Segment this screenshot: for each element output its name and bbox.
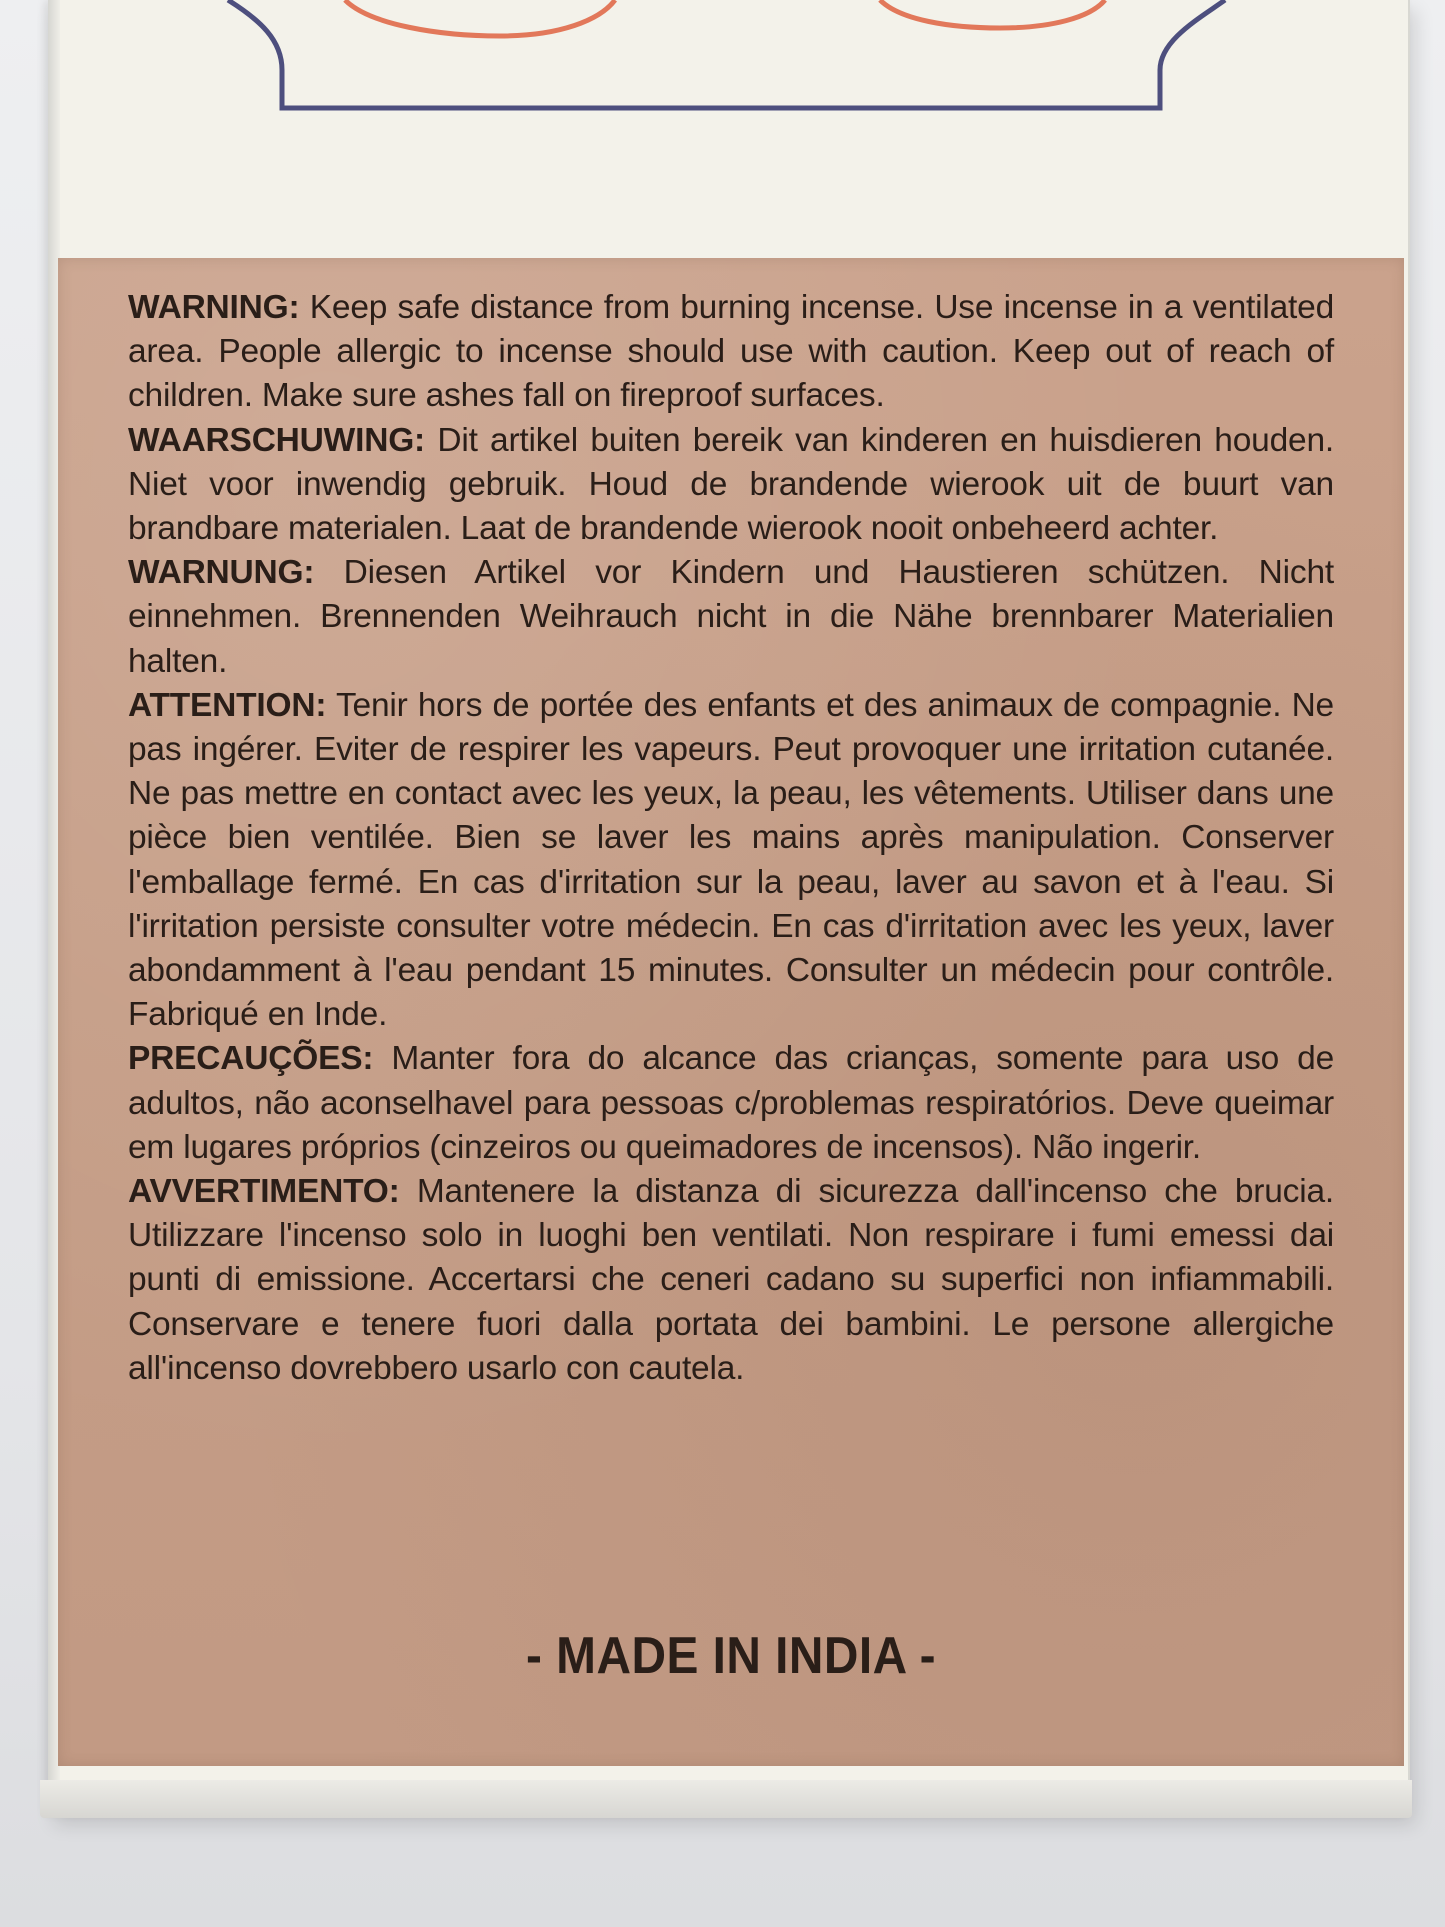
oval-right-decoration: [880, 0, 1105, 28]
warning-it-heading: AVVERTIMENTO:: [128, 1173, 400, 1211]
warning-de-body: Diesen Artikel vor Kindern und Haustieren schützen. Nicht einnehmen. Brennenden Weihrauch nicht in die Nähe brennbarer Materialien halten.: [128, 554, 1334, 680]
made-in-india-label: - MADE IN INDIA -: [525, 1627, 937, 1685]
warning-de-heading: WARNUNG:: [128, 554, 315, 592]
warning-label: [58, 258, 1404, 1766]
warning-text-block: [128, 286, 1334, 1391]
warning-it: [128, 1170, 1334, 1391]
warning-nl-heading: WAARSCHUWING:: [128, 421, 426, 459]
warning-it-body: Mantenere la distanza di sicurezza dall'incenso che brucia. Utilizzare l'incenso solo in luoghi ben ventilati. Non respirare i fumi emessi dai punti di emissione. Accertarsi che ceneri cadano su superfici non infiammabili. Conservare e tenere fuori dalla portata dei bambini. Le persone allergiche all'incenso dovrebbero usarlo con cautela.: [128, 1173, 1334, 1387]
warning-fr-body: Tenir hors de portée des enfants et des animaux de compagnie. Ne pas ingérer. Eviter de respirer les vapeurs. Peut provoquer une irritation cutanée. Ne pas mettre en contact avec les yeux, la peau, les vêtements. Utiliser dans une pièce bien ventilée. Bien se laver les mains après manipulation. Conserver l'emballage fermé. En cas d'irritation sur la peau, laver au savon et à l'eau. Si l'irritation persiste consulter votre médecin. En cas d'irritation avec les yeux, laver abondamment à l'eau pendant 15 minutes. Consulter un médecin pour contrôle. Fabriqué en Inde.: [128, 686, 1334, 1034]
warning-pt-heading: PRECAUÇÕES:: [128, 1040, 374, 1078]
warning-nl: [128, 419, 1334, 552]
oval-left-decoration: [345, 0, 615, 36]
warning-fr: [128, 684, 1334, 1038]
box-bottom-edge: [40, 1780, 1412, 1818]
warning-fr-heading: ATTENTION:: [128, 686, 327, 724]
warning-en-heading: WARNING:: [128, 289, 300, 326]
warning-en: [128, 286, 1334, 419]
top-decorative-frame: [0, 0, 1445, 140]
warning-nl-body: Dit artikel buiten bereik van kinderen en huisdieren houden. Niet voor inwendig gebruik. Houd de brandende wierook uit de buurt van brandbare materialen. Laat de brandende wierook nooit onbeheerd achter.: [128, 421, 1334, 548]
warning-pt: [128, 1037, 1334, 1170]
warning-pt-body: Manter fora do alcance das crianças, somente para uso de adultos, não aconselhavel para pessoas c/problemas respiratórios. Deve queimar em lugares próprios (cinzeiros ou queimadores de incensos). Não ingerir.: [128, 1040, 1334, 1166]
warning-de: [128, 551, 1334, 684]
warning-en-body: Keep safe distance from burning incense. Use incense in a ventilated area. People allergic to incense should use with caution. Keep out of reach of children. Make sure ashes fall on fireproof surfaces.: [128, 289, 1334, 415]
